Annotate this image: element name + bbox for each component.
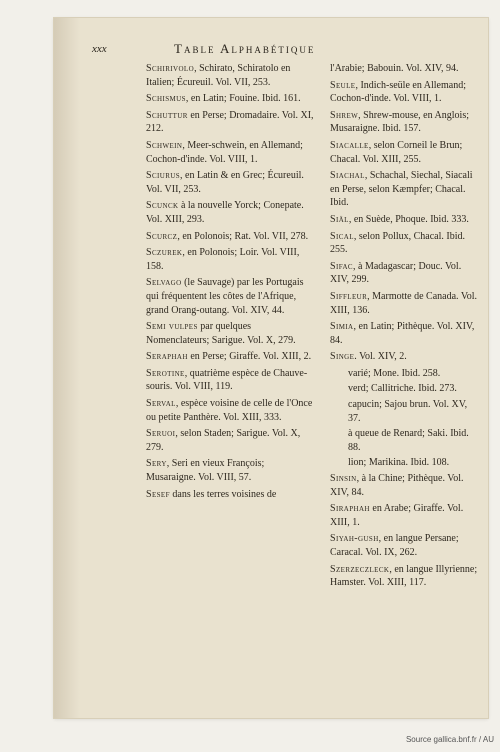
entry-head: Sczurek — [146, 247, 183, 259]
index-entry — [330, 139, 482, 166]
entry-head: Schismus — [146, 93, 186, 105]
entry-head: Schwein — [146, 139, 183, 151]
entry-head: Siäl — [330, 213, 349, 225]
entry-text: , en Latin; Fouine. Ibid. 161. — [185, 93, 301, 105]
entry-head: Siffleur — [330, 290, 368, 302]
index-entry — [146, 169, 314, 196]
index-entry — [146, 230, 314, 244]
index-entry — [146, 397, 314, 424]
entry-text: , selon Corneil le Brun; Chacal. Vol. XIII, 255. — [330, 139, 463, 165]
entry-head: Siraphah — [330, 503, 370, 515]
entry-text: , à Madagascar; Douc. Vol. XIV, 299. — [330, 260, 462, 286]
singe-subentry: varié; Mone. Ibid. 258. — [348, 367, 441, 379]
entry-head: Serotine — [146, 367, 185, 379]
index-entry — [146, 62, 314, 89]
entry-text: , en langue Illyrienne; Hamster. Vol. XIII, 117. — [330, 563, 478, 589]
index-entry — [330, 563, 482, 590]
singe-subentry: à queue de Renard; Saki. Ibid. 88. — [348, 428, 469, 453]
entry-head: Schuttur — [146, 109, 188, 121]
index-entry — [146, 109, 314, 136]
index-entry — [146, 92, 314, 106]
entry-text: , en Latin; Pithèque. Vol. XIV, 84. — [330, 321, 475, 346]
index-entry — [146, 139, 314, 166]
index-entry — [330, 502, 482, 529]
entry-text: , Schirato, Schiratolo en Italien; Écureuil. Vol. VII, 253. — [146, 63, 291, 88]
entry-text: , Shrew-mouse, en Anglois; Musaraigne. Ibid. 157. — [330, 109, 469, 135]
index-entry — [330, 320, 482, 347]
index-entry — [330, 79, 482, 106]
index-entry — [330, 169, 482, 210]
index-entry — [330, 260, 482, 287]
entry-text: , Indich-seüle en Allemand; Cochon-d'inde. Vol. VIII, 1. — [330, 79, 466, 105]
entry-head: Siacalle — [330, 139, 369, 151]
index-entry — [330, 350, 482, 364]
entry-head: Shrew — [330, 109, 359, 121]
entry-text: , Meer-schwein, en Allemand; Cochon-d'inde. Vol. VIII, 1. — [146, 139, 303, 165]
entry-head: Scunck — [146, 200, 179, 212]
entry-head: Semi vulpes — [146, 321, 198, 333]
entry-text: , Seri en vieux François; Musaraigne. Vol. VIII, 57. — [146, 458, 265, 484]
entry-text: , en Latin & en Grec; Écureuil. Vol. VII, 253. — [146, 170, 304, 195]
entry-head: Sical — [330, 230, 354, 242]
entry-text: , selon Staden; Sarigue. Vol. X, 279. — [146, 428, 301, 453]
index-entry — [146, 457, 314, 484]
index-entry — [330, 472, 482, 499]
entry-head: Sery — [146, 458, 167, 470]
singe-subentry: lion; Marikina. Ibid. 108. — [348, 457, 450, 469]
singe-subentry: verd; Callitriche. Ibid. 273. — [348, 383, 457, 395]
index-entry — [146, 320, 314, 347]
index-entry — [146, 246, 314, 273]
entry-text: à la nouvelle Yorck; Conepate. Vol. XIII, 293. — [146, 200, 304, 225]
entry-head: Sciurus — [146, 170, 181, 182]
entry-head: Scurcz — [146, 230, 178, 242]
entry-head: Siyah-gush — [330, 533, 379, 545]
index-entry — [146, 276, 314, 317]
entry-head: Selvago — [146, 277, 182, 289]
entry-text: dans les terres voisines de — [169, 488, 277, 500]
index-entry — [146, 367, 314, 394]
index-entry — [330, 62, 482, 76]
entry-head: Serval — [146, 398, 176, 410]
entry-head: Seule — [330, 79, 356, 91]
index-entry — [146, 350, 314, 364]
index-entry — [330, 230, 482, 257]
index-entry — [146, 199, 314, 226]
index-entry — [330, 109, 482, 136]
entry-text: , selon Pollux, Chacal. Ibid. 255. — [330, 230, 466, 256]
entry-text: , espèce voisine de celle de l'Once ou petite Panthère. Vol. XIII, 333. — [146, 398, 313, 423]
entry-head: Seruoi — [146, 428, 176, 440]
page-number: xxx — [92, 43, 107, 55]
entry-text: , en Polonois; Loir. Vol. VIII, 158. — [146, 247, 300, 272]
entry-head: Sesef — [146, 488, 170, 500]
entry-text: , Marmotte de Canada. Vol. XIII, 136. — [330, 290, 478, 316]
right-column — [330, 62, 482, 593]
entry-head: Singe — [330, 351, 355, 363]
entry-head: Sifac — [330, 260, 353, 272]
index-entry — [330, 213, 482, 227]
entry-text: par quelques Nomenclateurs; Sarigue. Vol. X, 279. — [146, 321, 296, 346]
entry-text: , quatrième espèce de Chauve-souris. Vol. VIII, 119. — [146, 367, 308, 393]
entry-text: en Arabe; Giraffe. Vol. XIII, 1. — [330, 503, 464, 528]
entry-head: Simia — [330, 321, 354, 333]
entry-head: Sinsin — [330, 473, 357, 485]
index-entry — [146, 427, 314, 454]
entry-text: . Vol. XIV, 2. — [354, 351, 407, 363]
entry-text: , en Suède, Phoque. Ibid. 333. — [348, 213, 469, 225]
index-entry — [330, 290, 482, 317]
entry-head: Szerzeczleck — [330, 563, 390, 575]
entry-text: (le Sauvage) par les Portugais qui fréquentent les côtes de l'Afrique, grand Orang-outang. Vol. XIV, 44. — [146, 277, 304, 316]
entry-text: , à la Chine; Pithèque. Vol. XIV, 84. — [330, 473, 464, 498]
entry-head: Seraphah — [146, 351, 188, 363]
page-title: Table Alphabétique — [174, 41, 316, 56]
entry-text: en Perse; Giraffe. Vol. XIII, 2. — [187, 351, 312, 363]
entry-text: l'Arabie; Babouin. Vol. XIV, 94. — [330, 63, 459, 74]
entry-text: , en Polonois; Rat. Vol. VII, 278. — [177, 230, 309, 242]
entry-text: en Perse; Dromadaire. Vol. XI, 212. — [146, 109, 314, 135]
entry-text: , Schachal, Siechal, Siacali en Perse, selon Kæmpfer; Chacal. Ibid. — [330, 170, 473, 209]
entry-head: Siachal — [330, 170, 365, 182]
index-entry — [330, 532, 482, 559]
left-column — [146, 62, 314, 504]
singe-subentry: capucin; Sajou brun. Vol. XV, 37. — [348, 399, 468, 424]
entry-text: , en langue Persane; Caracal. Vol. IX, 262. — [330, 533, 459, 558]
source-credit: Source gallica.bnf.fr / AU — [405, 735, 494, 744]
index-entry — [146, 488, 314, 502]
entry-head: Schirivolo — [146, 63, 195, 74]
